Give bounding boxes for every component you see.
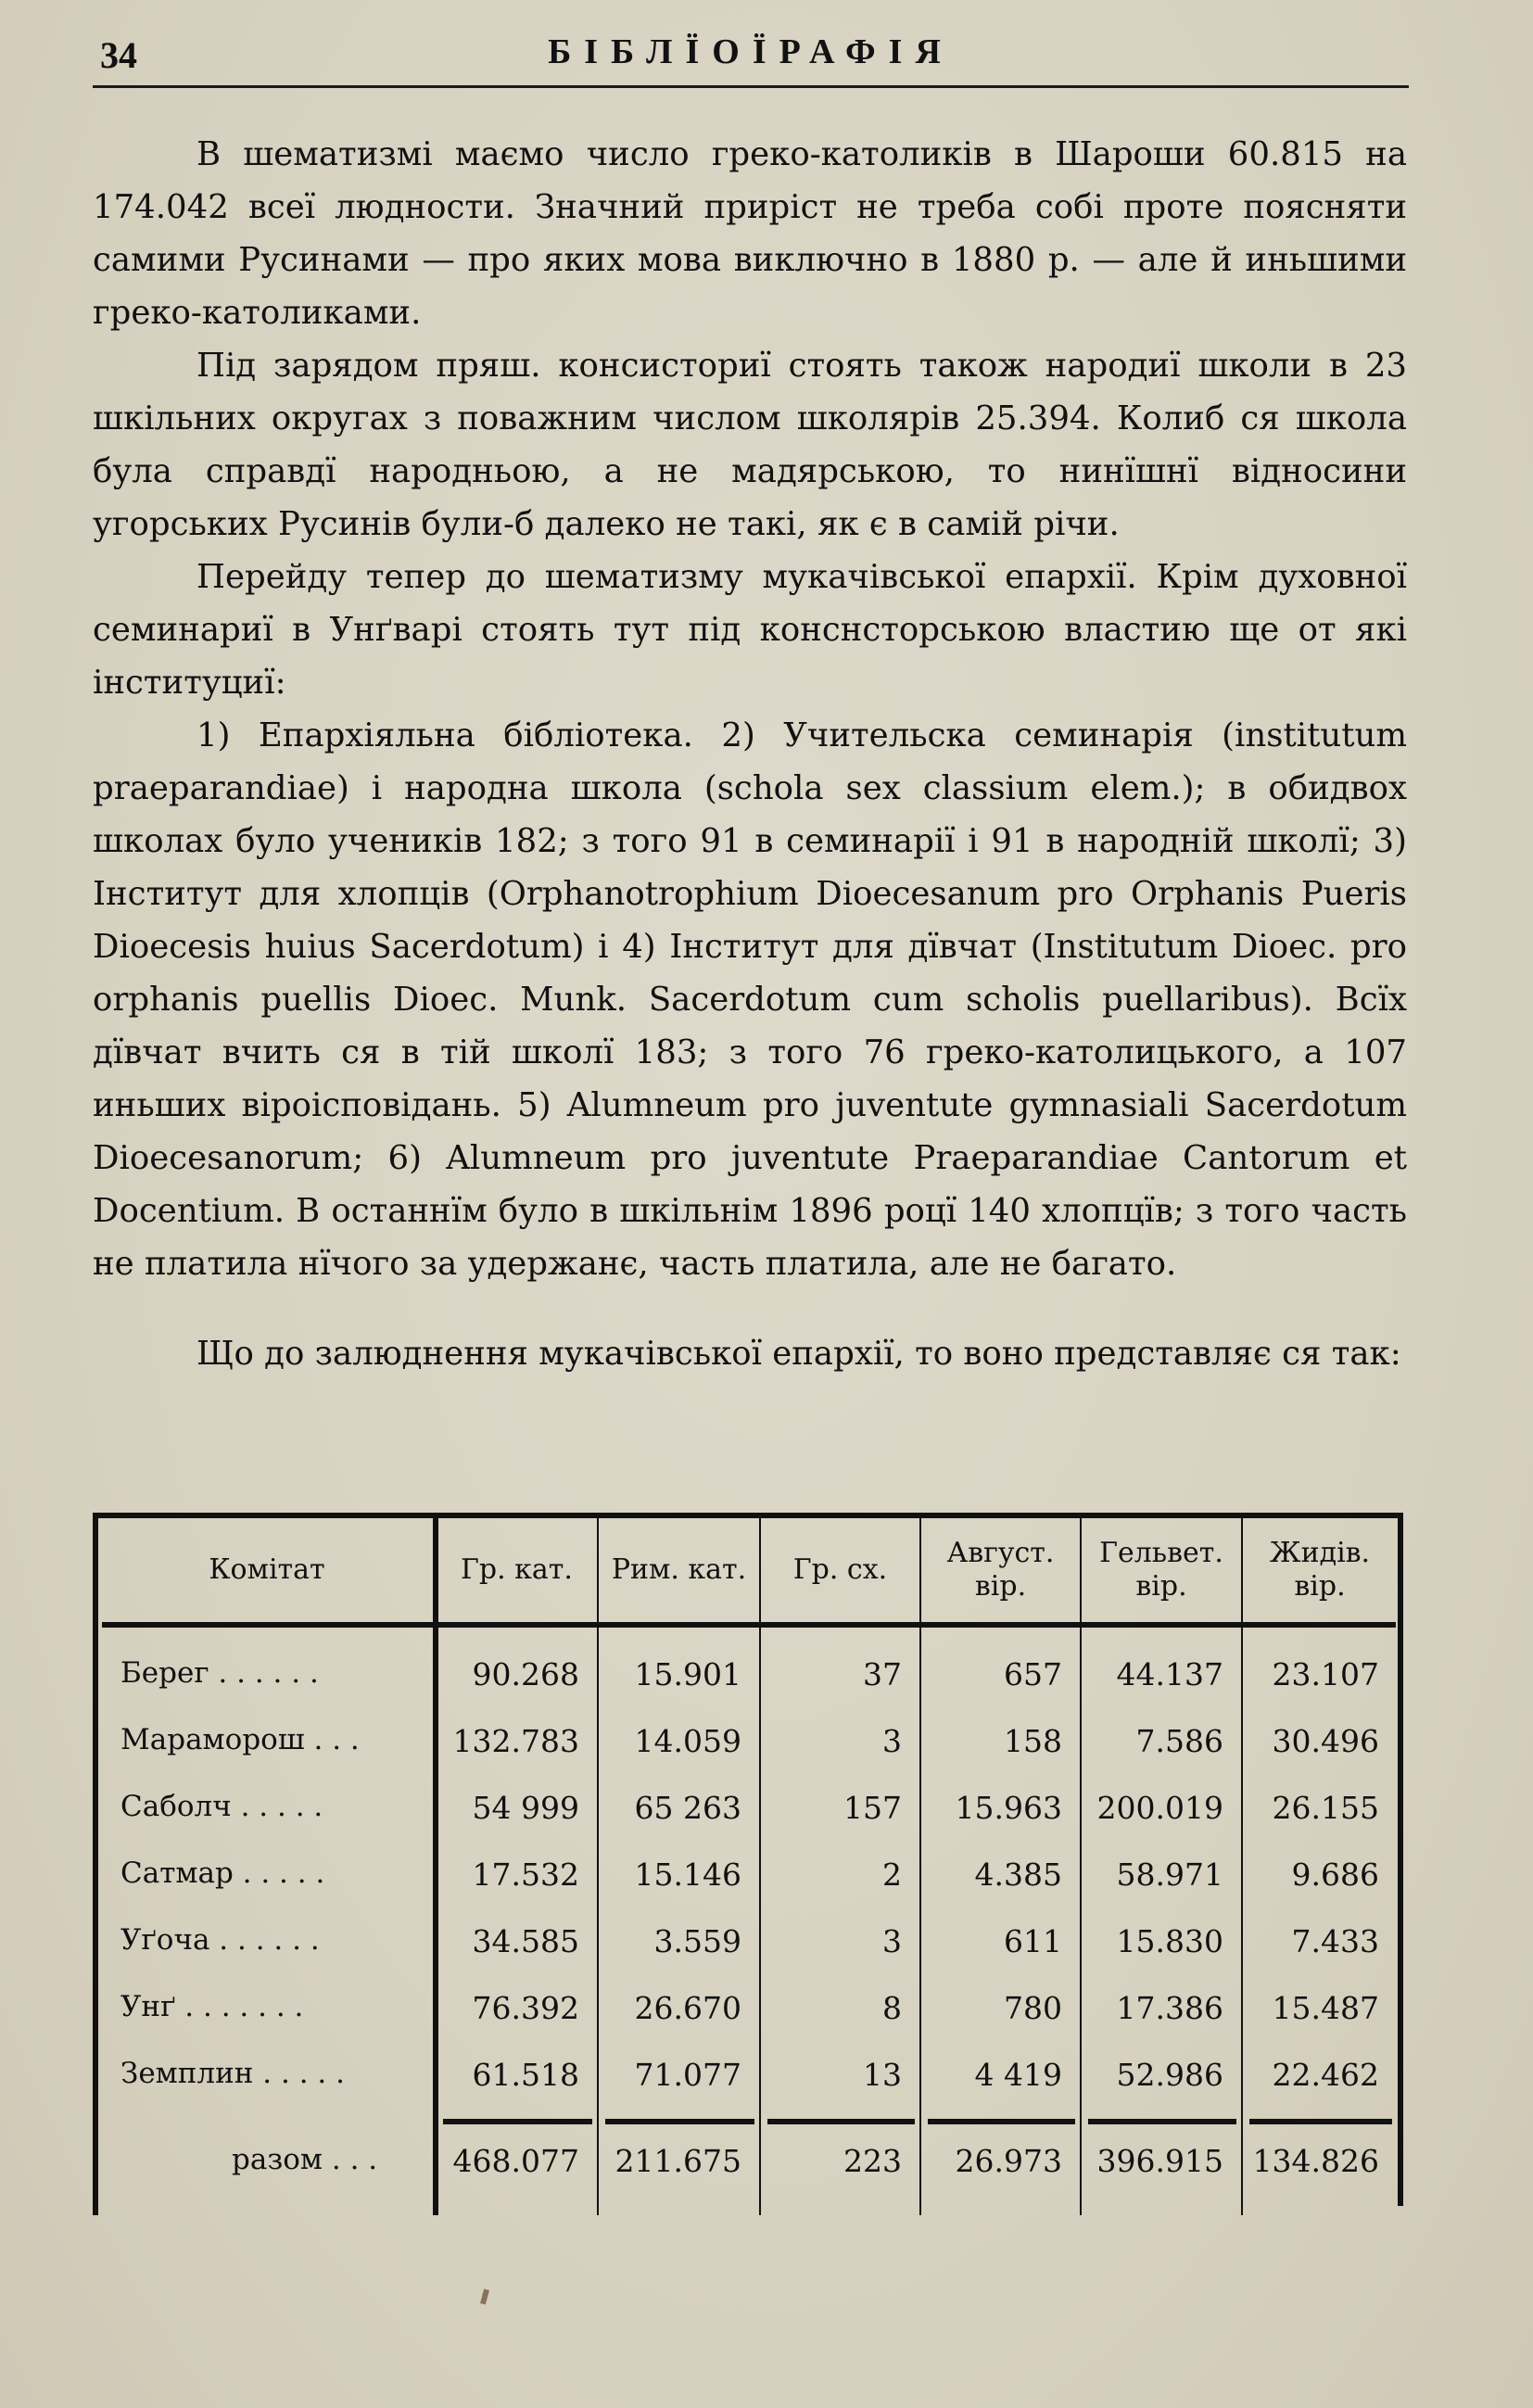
total-rule [767, 2119, 915, 2124]
row-label: Сатмар . . . . . [120, 1857, 325, 1890]
table-cell: 7.433 [1291, 1923, 1379, 1959]
column-divider [1080, 1518, 1082, 2215]
table-cell: 90.268 [472, 1656, 579, 1692]
table-cell: 23.107 [1272, 1656, 1379, 1692]
column-header [98, 1518, 436, 1622]
table-cell: 157 [843, 1790, 902, 1826]
table-cell: 44.137 [1116, 1656, 1223, 1692]
table-cell: 15.830 [1116, 1923, 1223, 1959]
row-label: Берег . . . . . . [120, 1656, 319, 1690]
column-divider [597, 1518, 599, 2215]
total-value: 134.826 [1252, 2143, 1379, 2179]
table-cell: 200.019 [1096, 1790, 1223, 1826]
total-rule [605, 2119, 754, 2124]
total-rule [928, 2119, 1075, 2124]
table-cell: 158 [1004, 1723, 1062, 1759]
column-header-text: Гельвет. [1099, 1537, 1223, 1569]
paragraph: Що до залюднення мукачівської епархії, то воно представляє ся так: [196, 1335, 1401, 1373]
table-cell: 76.392 [472, 1990, 579, 2026]
total-value: 468.077 [452, 2143, 579, 2179]
total-value: 211.675 [614, 2143, 741, 2179]
table-right-rule [1398, 1518, 1403, 2206]
column-header-text: Жидів. [1269, 1537, 1371, 1569]
row-label: Мараморош . . . [120, 1723, 360, 1756]
column-header-text: Гр. сх. [792, 1553, 888, 1586]
column-divider [433, 1518, 438, 2215]
table-cell: 611 [1004, 1923, 1062, 1959]
row-label: Унґ . . . . . . . [120, 1990, 304, 2023]
table-cell: 37 [863, 1656, 902, 1692]
column-header [1242, 1518, 1398, 1622]
table-cell: 15.146 [634, 1857, 741, 1893]
total-value: 26.973 [955, 2143, 1062, 2179]
table-cell: 71.077 [634, 2057, 741, 2093]
running-title: БІБЛЇОЇРАФІЯ [548, 32, 954, 71]
table-cell: 657 [1004, 1656, 1062, 1692]
table-left-rule [93, 1518, 98, 2215]
column-header [1081, 1518, 1242, 1622]
table-cell: 58.971 [1116, 1857, 1223, 1893]
paragraph: Під зарядом пряш. консисториї стоять також народиї школи в 23 шкільних округах з поважним числом школярів 25.394. Колиб ся школа була справдї народньою, а не мадярською, то нинїшнї відносини угорських Русинів були-б далеко не такі, як є в самій річи. [93, 347, 1407, 543]
column-header-text: вір. [974, 1570, 1027, 1603]
table-cell: 30.496 [1272, 1723, 1379, 1759]
table-cell: 65 263 [634, 1790, 741, 1826]
table-cell: 8 [882, 1990, 902, 2026]
column-divider [919, 1518, 921, 2215]
table-cell: 3 [882, 1723, 902, 1759]
table-cell: 780 [1004, 1990, 1062, 2026]
table-cell: 15.901 [634, 1656, 741, 1692]
table-cell: 132.783 [452, 1723, 579, 1759]
table-cell: 54 999 [472, 1790, 579, 1826]
table-cell: 3.559 [653, 1923, 741, 1959]
column-header [598, 1518, 760, 1622]
total-rule [1249, 2119, 1392, 2124]
column-header [760, 1518, 920, 1622]
table-cell: 61.518 [472, 2057, 579, 2093]
table-cell: 3 [882, 1923, 902, 1959]
row-label: Земплин . . . . . [120, 2057, 345, 2090]
total-value: 223 [843, 2143, 902, 2179]
table-cell: 17.386 [1116, 1990, 1223, 2026]
ink-smudge [480, 2288, 489, 2304]
table-cell: 2 [882, 1857, 902, 1893]
table-cell: 15.487 [1272, 1990, 1379, 2026]
page-header [93, 26, 1409, 82]
table-cell: 17.532 [472, 1857, 579, 1893]
total-label: разом . . . [232, 2143, 378, 2176]
table-cell: 4 419 [974, 2057, 1062, 2093]
page-number: 34 [100, 34, 137, 76]
header-rule [93, 85, 1409, 88]
body-text [93, 128, 1407, 1380]
table-cell: 13 [863, 2057, 902, 2093]
table-cell: 15.963 [955, 1790, 1062, 1826]
column-header-text: Гр. кат. [461, 1553, 573, 1586]
column-header-text: Август. [946, 1537, 1055, 1569]
column-header-text: вір. [1135, 1570, 1187, 1603]
column-divider [1241, 1518, 1243, 2215]
column-divider [759, 1518, 761, 2215]
table-cell: 4.385 [974, 1857, 1062, 1893]
column-header-text: вір. [1294, 1570, 1346, 1603]
table-cell: 14.059 [634, 1723, 741, 1759]
table-cell: 9.686 [1291, 1857, 1379, 1893]
total-rule [1088, 2119, 1236, 2124]
table-cell: 34.585 [472, 1923, 579, 1959]
table-cell: 26.155 [1272, 1790, 1379, 1826]
column-header-text: Комітат [209, 1553, 325, 1586]
table-cell: 22.462 [1272, 2057, 1379, 2093]
row-label: Уґоча . . . . . . [120, 1923, 320, 1957]
paragraph: Перейду тепер до шематизму мукачівської епархії. Крім духовної семинариї в Унґварі стоять тут під конснсторською властию ще от які інституциї: [93, 558, 1407, 702]
table-cell: 26.670 [634, 1990, 741, 2026]
paragraph: В шематизмі маємо число греко-католиків в Шароши 60.815 на 174.042 всеї людности. Значний приріст не треба собі проте поясняти самими Русинами — про яких мова виключно в 1880 р. — але й иньшими греко-католиками. [93, 135, 1407, 332]
table-header-rule [102, 1622, 1396, 1628]
column-header-text: Рим. кат. [611, 1553, 747, 1586]
column-header [436, 1518, 598, 1622]
total-rule [443, 2119, 592, 2124]
total-value: 396.915 [1096, 2143, 1223, 2179]
column-header [920, 1518, 1081, 1622]
table-cell: 52.986 [1116, 2057, 1223, 2093]
paragraph: 1) Епархіяльна бібліотека. 2) Учительска семинарія (institutum praeparandiae) і народна школа (schola sex classium elem.); в обидвох школах було учеників 182; з того 91 в семинарії і 91 в народній школї; 3) Інститут для хлопців (Orphanotrophium Dioecesanum pro Orphanis Pueris Dioecesis huius Sacerdotum) і 4) Інститут для дївчат (Institutum Dioec. pro orphanis puellis Dioec. Munk. Sacerdotum cum scholis puellaribus). Всїх дївчат вчить ся в тій школї 183; з того 76 греко-католицького, а 107 иньших віроісповідань. 5) Alumneum pro juventute gymnasiali Sacerdotum Dioecesanorum; 6) Alumneum pro juventute Praeparandiae Cantorum et Docentium. В останнїм було в шкільнім 1896 роцї 140 хлопцїв; з того часть не платила нїчого за удержанє, часть платила, але не багато. [93, 716, 1407, 1283]
table-cell: 7.586 [1135, 1723, 1223, 1759]
row-label: Саболч . . . . . [120, 1790, 323, 1823]
